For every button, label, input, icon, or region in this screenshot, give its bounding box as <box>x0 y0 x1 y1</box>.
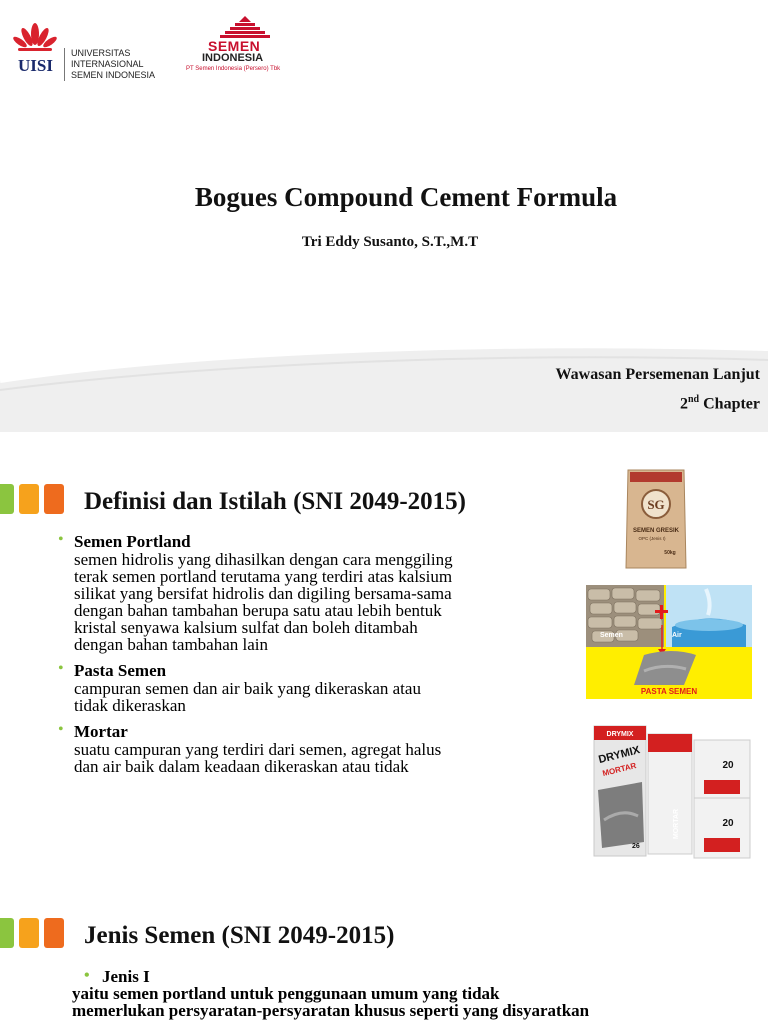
desc-line: suatu campuran yang terdiri dari semen, agregat halus <box>74 740 442 759</box>
chapter-ordinal: nd <box>687 394 700 405</box>
desc-line: memerlukan persyaratan-persyaratan khusus seperti yang disyaratkan <box>72 1001 590 1020</box>
drymix-size-text: 20 <box>722 760 734 771</box>
indonesia-word: INDONESIA <box>202 52 264 64</box>
desc-line: dengan bahan tambahan lain <box>74 635 269 654</box>
accent-square-green <box>0 918 14 948</box>
definition-desc <box>74 551 556 653</box>
accent-square-orange <box>44 918 64 948</box>
drymix-small-text: 26 <box>632 843 640 850</box>
definition-title: • Pasta Semen <box>74 661 167 680</box>
bag-sub-text: OPC (Jenis I) <box>638 536 666 541</box>
cement-bag-image <box>622 466 690 572</box>
definition-list <box>56 532 556 783</box>
chapter-number: 2 <box>679 395 688 413</box>
semen-word: SEMEN <box>208 38 261 54</box>
uisi-abbr: UISI <box>18 56 53 75</box>
desc-line: kristal senyawa kalsium sulfat dan boleh ditambah <box>74 618 418 637</box>
definition-item <box>56 532 556 653</box>
drymix-mortar-text: MORTAR <box>601 761 638 779</box>
drymix-size-text: 20 <box>722 818 734 829</box>
chapter-word: Chapter <box>703 395 760 413</box>
accent-square-orange <box>44 484 64 514</box>
accent-squares <box>0 484 64 514</box>
definition-item <box>56 722 556 775</box>
cement-type-title: • Jenis I <box>84 968 764 985</box>
cement-paste-image <box>586 585 752 699</box>
uisi-logo <box>10 22 170 80</box>
definition-desc <box>74 680 556 714</box>
chapter-label <box>680 394 760 413</box>
semen-indonesia-logo <box>186 16 300 74</box>
accent-square-yellow <box>19 918 39 948</box>
drymix-word-text: DRYMIX <box>597 744 642 767</box>
definition-title: • Mortar <box>74 722 128 741</box>
definitions-slide <box>0 432 768 864</box>
bag-weight-text: 50kg <box>664 550 676 556</box>
uisi-line2: SEMEN INDONESIA <box>71 70 156 80</box>
cement-types-slide <box>0 864 768 1024</box>
lotus-icon <box>10 22 60 56</box>
kiln-icon <box>210 16 280 40</box>
desc-line: yaitu semen portland untuk penggunaan umum yang tidak <box>72 984 500 1003</box>
bag-brand-text: SEMEN GRESIK <box>632 528 680 534</box>
desc-line: campuran semen dan air baik yang dikeraskan atau <box>74 679 421 698</box>
svg-text:SG: SG <box>647 497 665 512</box>
uisi-fullname <box>64 48 170 81</box>
cement-type-desc <box>72 985 764 1019</box>
desc-line: terak semen portland terutama yang terdiri atas kalsium <box>74 567 453 586</box>
desc-line: dan air baik dalam keadaan dikeraskan atau tidak <box>74 757 409 776</box>
accent-square-green <box>0 484 14 514</box>
desc-line: semen hidrolis yang dihasilkan dengan cara menggiling <box>74 550 453 569</box>
section-heading: Jenis Semen (SNI 2049-2015) <box>84 922 395 949</box>
semen-tagline: PT Semen Indonesia (Persero) Tbk <box>186 66 281 72</box>
definition-item <box>56 661 556 714</box>
presentation-title: Bogues Compound Cement Formula <box>194 182 618 212</box>
drymix-mortar-image <box>592 720 752 864</box>
desc-line: tidak dikeraskan <box>74 696 186 715</box>
title-slide <box>0 0 768 432</box>
definition-desc <box>74 741 556 775</box>
drymix-brand-text: DRYMIX <box>606 731 634 738</box>
desc-line: silikat yang bersifat hidrolis dan digiling bersama-sama <box>74 584 452 603</box>
accent-squares <box>0 918 64 948</box>
definition-title: • Semen Portland <box>74 532 191 551</box>
cement-type-list <box>72 967 764 1020</box>
accent-square-yellow <box>19 484 39 514</box>
semen-label: Semen <box>600 632 623 639</box>
presentation-author: Tri Eddy Susanto, S.T.,M.T <box>301 234 479 250</box>
course-name: Wawasan Persemenan Lanjut <box>555 366 760 383</box>
drymix-mortar-text: MORTAR <box>673 808 680 840</box>
section-heading: Definisi dan Istilah (SNI 2049-2015) <box>84 488 466 515</box>
pasta-semen-label: PASTA SEMEN <box>640 687 698 696</box>
uisi-line1: UNIVERSITAS INTERNASIONAL <box>71 48 144 69</box>
air-label: Air <box>672 632 682 639</box>
desc-line: dengan bahan tambahan berupa satu atau lebih bentuk <box>74 601 442 620</box>
